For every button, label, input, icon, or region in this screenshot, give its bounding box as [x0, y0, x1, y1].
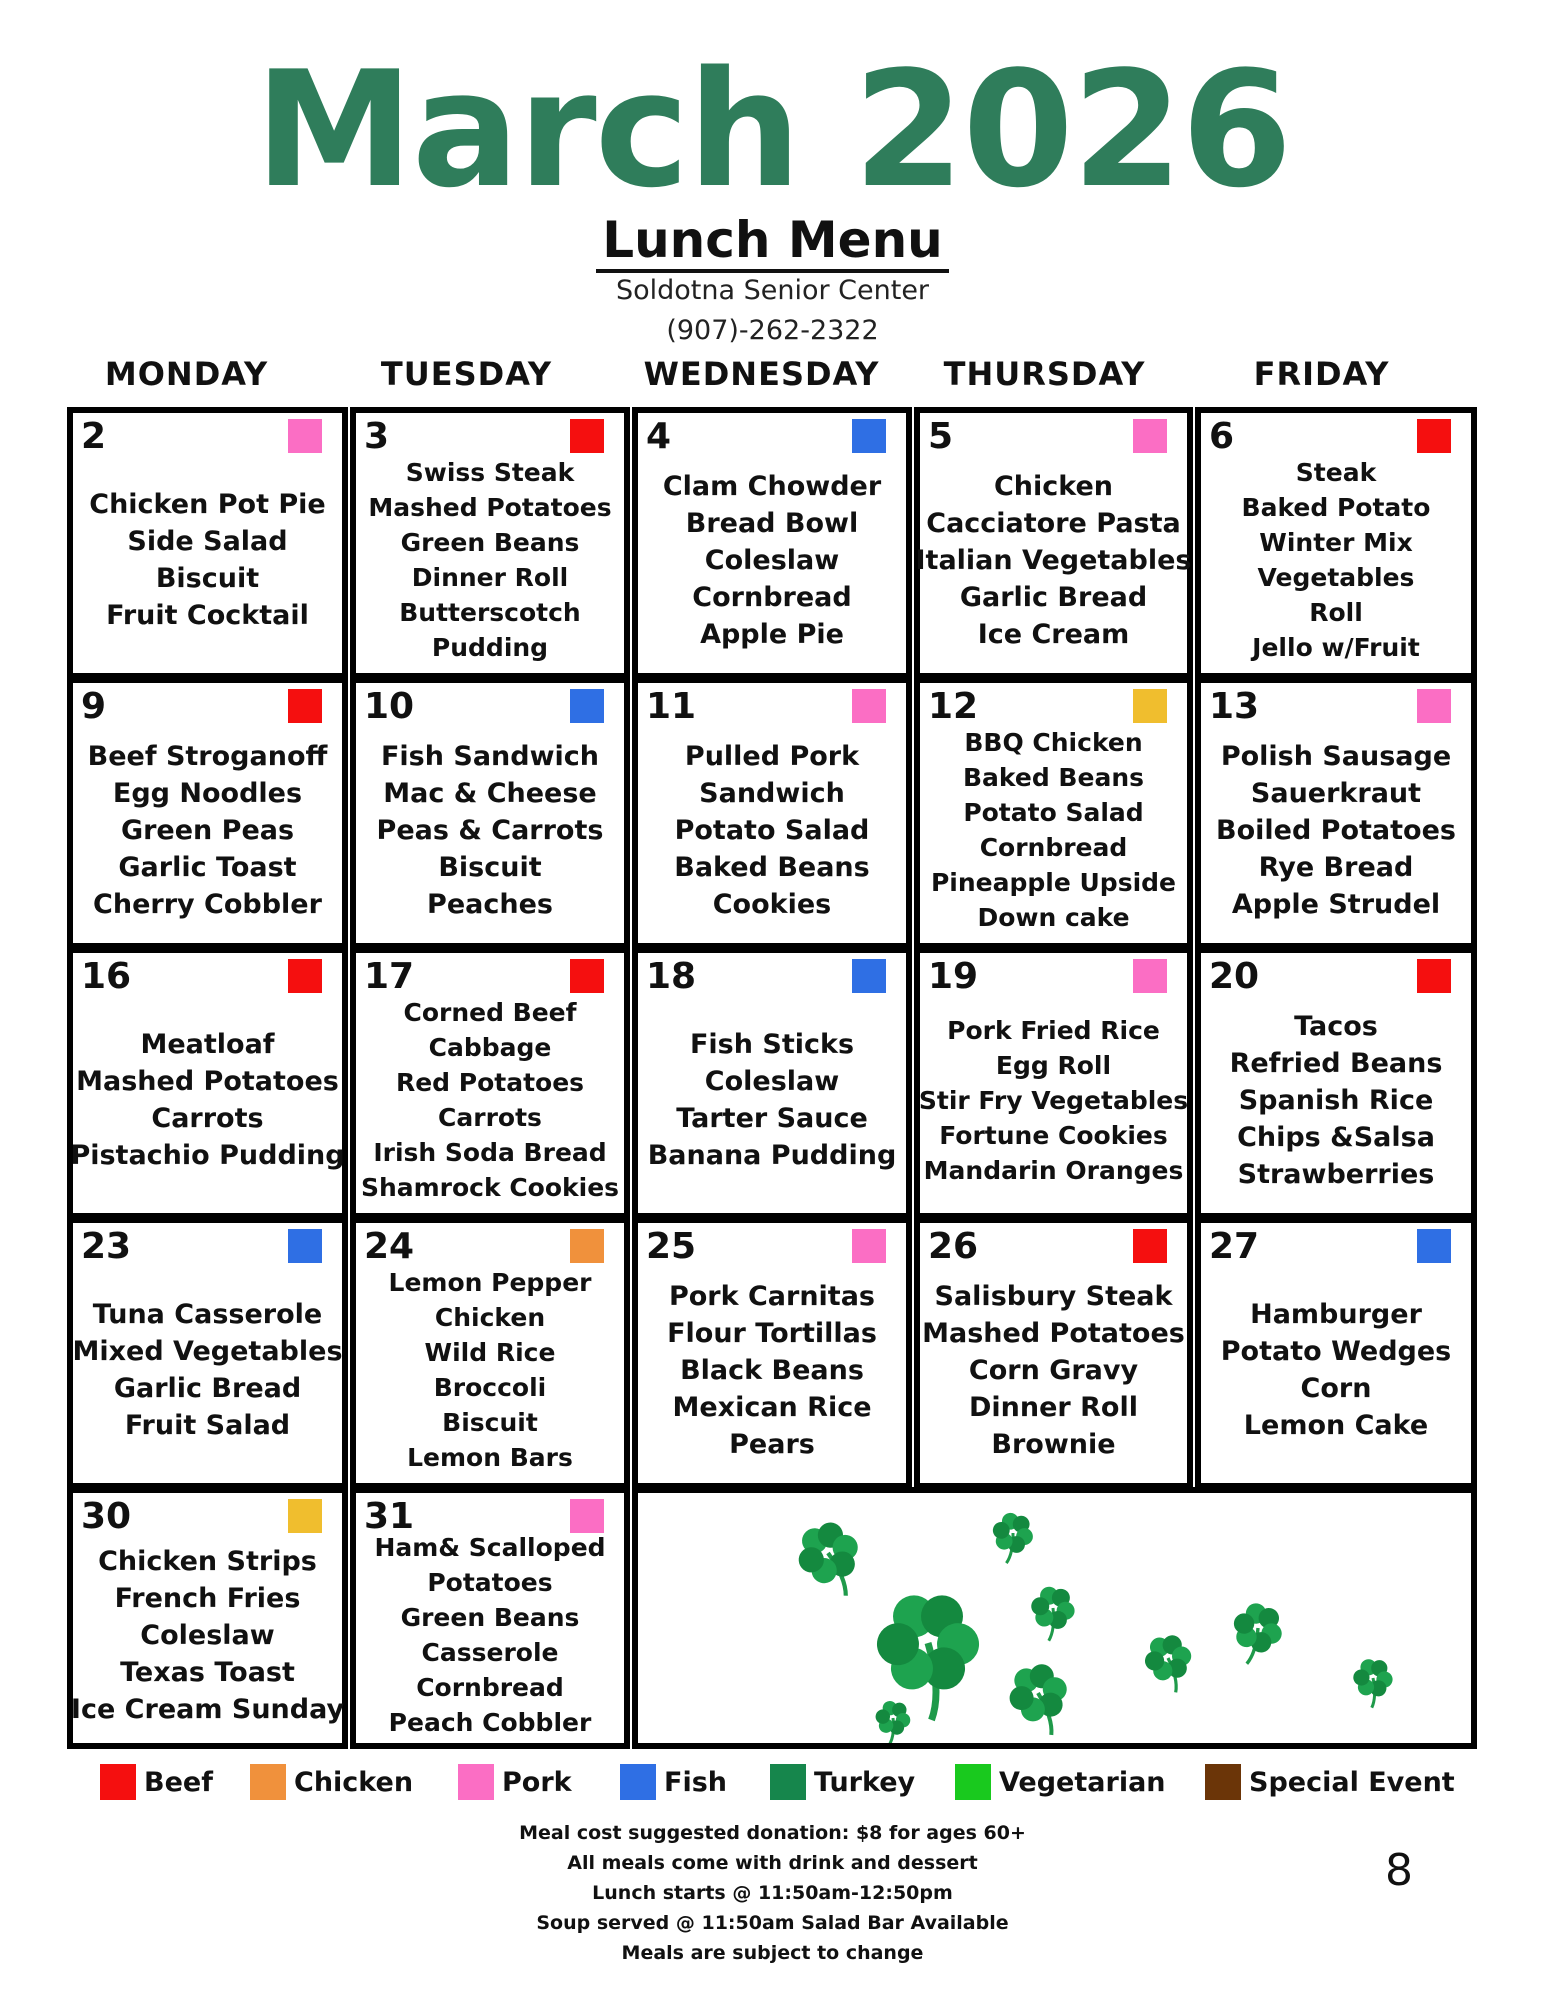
day-cell — [67, 1487, 348, 1749]
weekday-header: TUESDAY — [380, 355, 553, 393]
day-cell — [1195, 1217, 1477, 1489]
day-number: 20 — [1209, 956, 1260, 997]
category-swatch — [570, 959, 604, 993]
menu-item: Beef Stroganoff — [87, 740, 328, 772]
day-cell — [632, 677, 912, 949]
menu-item: Clam Chowder — [662, 470, 882, 502]
day-number: 9 — [81, 686, 107, 727]
menu-item: Fortune Cookies — [939, 1120, 1168, 1150]
day-number: 5 — [928, 416, 954, 457]
category-swatch — [852, 419, 886, 453]
menu-item: Polish Sausage — [1220, 740, 1452, 772]
menu-item: Hamburger — [1250, 1299, 1422, 1330]
day-number: 25 — [646, 1226, 697, 1267]
menu-item: Biscuit — [155, 563, 260, 594]
shamrock-icon — [999, 1658, 1082, 1743]
day-cell — [350, 1217, 630, 1489]
shamrock-icon — [785, 1514, 877, 1608]
menu-items — [1205, 451, 1467, 669]
day-cell — [632, 947, 912, 1219]
legend-label: Turkey — [814, 1766, 916, 1798]
menu-item: Ice Cream — [977, 618, 1130, 650]
menu-item: Biscuit — [438, 851, 542, 883]
legend-item — [100, 1760, 213, 1804]
menu-item: Mashed Potatoes — [922, 1317, 1185, 1349]
menu-item: Egg Noodles — [112, 777, 303, 809]
legend-label: Pork — [502, 1766, 572, 1798]
weekday-header: WEDNESDAY — [643, 355, 880, 393]
day-cell — [67, 677, 348, 949]
menu-items — [70, 991, 345, 1209]
menu-item: Irish Soda Bread — [373, 1138, 607, 1167]
menu-item: Spanish Rice — [1238, 1084, 1434, 1116]
legend-item — [770, 1760, 915, 1804]
phone-number: (907)-262-2322 — [666, 315, 879, 346]
menu-items — [360, 1261, 620, 1479]
menu-item: French Fries — [114, 1582, 301, 1614]
page-title: March 2026 — [254, 36, 1291, 223]
category-swatch — [288, 419, 322, 453]
menu-items — [915, 451, 1192, 669]
category-swatch — [288, 689, 322, 723]
menu-item: Mexican Rice — [672, 1391, 872, 1423]
menu-item: Cacciatore Pasta — [926, 507, 1181, 539]
weekday-header: FRIDAY — [1253, 355, 1390, 393]
organization-name: Soldotna Senior Center — [615, 275, 930, 306]
day-cell — [632, 1217, 912, 1489]
day-number: 11 — [646, 686, 697, 727]
shamrock-decoration — [632, 1487, 1477, 1749]
footer-line: Soup served @ 11:50am Salad Bar Available — [536, 1912, 1009, 1934]
legend-item — [955, 1760, 1166, 1804]
menu-item: Cornbread — [416, 1673, 564, 1702]
menu-item: Italian Vegetables — [915, 544, 1192, 576]
menu-item: Lemon Cake — [1243, 1410, 1429, 1441]
day-cell — [1195, 407, 1477, 679]
menu-items — [1205, 1261, 1467, 1479]
menu-item: Cabbage — [428, 1033, 552, 1062]
category-legend — [0, 1760, 1545, 1804]
menu-subtitle — [0, 210, 1545, 270]
day-cell — [914, 947, 1193, 1219]
menu-item: Apple Strudel — [1231, 888, 1441, 920]
menu-item: Corn Gravy — [968, 1354, 1139, 1386]
day-cell — [914, 407, 1193, 679]
legend-item — [250, 1760, 413, 1804]
day-number: 10 — [364, 686, 415, 727]
legend-swatch — [770, 1764, 806, 1800]
category-swatch — [288, 1229, 322, 1263]
menu-item: Cookies — [712, 888, 832, 920]
menu-items — [642, 1261, 902, 1479]
menu-item: Chicken Strips — [98, 1545, 317, 1577]
day-cell — [67, 407, 348, 679]
legend-label: Chicken — [294, 1766, 414, 1798]
legend-label: Vegetarian — [999, 1766, 1166, 1798]
day-number: 4 — [646, 416, 672, 457]
menu-item: Stir Fry Vegetables — [918, 1085, 1189, 1115]
menu-item: Strawberries — [1237, 1158, 1435, 1190]
menu-item: Cornbread — [979, 833, 1128, 862]
day-cell — [1195, 677, 1477, 949]
shamrock-icon — [869, 1698, 916, 1743]
day-number: 6 — [1209, 416, 1235, 457]
category-swatch — [1133, 959, 1167, 993]
menu-item: Steak — [1295, 458, 1377, 487]
category-swatch — [852, 1229, 886, 1263]
shamrock-icon — [1348, 1658, 1397, 1710]
day-cell — [67, 947, 348, 1219]
menu-item: Roll — [1309, 598, 1363, 627]
menu-item: Carrots — [438, 1103, 542, 1132]
menu-item: Pistachio Pudding — [70, 1140, 345, 1171]
menu-item: Egg Roll — [995, 1050, 1112, 1080]
day-number: 13 — [1209, 686, 1260, 727]
day-number: 27 — [1209, 1226, 1260, 1267]
menu-item: Ice Cream Sunday — [70, 1693, 345, 1725]
category-swatch — [1417, 419, 1451, 453]
menu-items — [918, 991, 1189, 1209]
menu-items — [924, 721, 1183, 939]
category-swatch — [1417, 689, 1451, 723]
menu-items — [642, 451, 902, 669]
menu-items — [642, 991, 902, 1209]
menu-item: Potato Salad — [963, 798, 1144, 827]
day-number: 19 — [928, 956, 979, 997]
menu-items — [77, 721, 338, 939]
category-swatch — [1133, 419, 1167, 453]
menu-item: Tuna Casserole — [92, 1299, 323, 1330]
day-cell — [914, 677, 1193, 949]
menu-item: Red Potatoes — [395, 1068, 585, 1097]
menu-item: Refried Beans — [1229, 1047, 1443, 1079]
menu-item: Corned Beef — [403, 998, 577, 1027]
menu-item: Casserole — [421, 1638, 559, 1667]
category-swatch — [288, 1499, 322, 1533]
menu-item: Potato Salad — [674, 814, 870, 846]
category-swatch — [1417, 1229, 1451, 1263]
menu-item: Sandwich — [699, 777, 845, 809]
category-swatch — [570, 689, 604, 723]
menu-subtitle-text: Lunch Menu — [596, 211, 949, 273]
menu-item: Baked Beans — [963, 763, 1144, 792]
menu-item: Chicken Pot Pie — [89, 489, 326, 520]
menu-item: Peach Cobbler — [388, 1708, 592, 1737]
menu-item: Vegetables — [1257, 563, 1415, 592]
category-swatch — [570, 419, 604, 453]
shamrock-icon — [1138, 1632, 1201, 1697]
menu-item: Pork Fried Rice — [947, 1015, 1160, 1045]
category-swatch — [852, 689, 886, 723]
category-swatch — [570, 1499, 604, 1533]
category-swatch — [852, 959, 886, 993]
day-cell — [1195, 947, 1477, 1219]
day-cell — [350, 407, 630, 679]
menu-item: Pork Carnitas — [668, 1280, 876, 1312]
menu-item: Fruit Cocktail — [106, 600, 309, 631]
menu-item: Biscuit — [442, 1408, 538, 1437]
legend-item — [1205, 1760, 1455, 1804]
menu-item: Down cake — [977, 903, 1130, 932]
day-cell — [350, 947, 630, 1219]
menu-item: Chips &Salsa — [1237, 1121, 1435, 1153]
menu-item: Dinner Roll — [969, 1391, 1138, 1423]
category-swatch — [570, 1229, 604, 1263]
day-number: 17 — [364, 956, 415, 997]
day-number: 3 — [364, 416, 390, 457]
calendar-grid — [67, 407, 1477, 1747]
menu-item: Banana Pudding — [647, 1140, 897, 1171]
menu-items — [1205, 991, 1467, 1209]
menu-items — [360, 991, 620, 1209]
menu-item: Corn — [1300, 1373, 1372, 1404]
menu-item: Sauerkraut — [1250, 777, 1422, 809]
menu-item: Ham& Scalloped — [374, 1533, 606, 1562]
day-number: 31 — [364, 1496, 415, 1537]
legend-item — [458, 1760, 572, 1804]
menu-item: Black Beans — [680, 1354, 864, 1386]
menu-item: Peas & Carrots — [376, 814, 604, 846]
menu-item: Tacos — [1294, 1010, 1378, 1042]
shamrock-icon — [869, 1595, 986, 1720]
menu-item: Mashed Potatoes — [76, 1066, 339, 1097]
menu-item: Tarter Sauce — [676, 1103, 868, 1134]
menu-item: Green Peas — [120, 814, 295, 846]
menu-item: Potato Wedges — [1220, 1336, 1452, 1367]
weekday-header: MONDAY — [104, 355, 269, 393]
menu-item: Cherry Cobbler — [93, 888, 322, 920]
footer-notes — [0, 1818, 1545, 1968]
menu-item: Lemon Pepper — [388, 1268, 592, 1297]
menu-item: Side Salad — [127, 526, 288, 557]
menu-items — [72, 1261, 343, 1479]
menu-item: Texas Toast — [120, 1656, 295, 1688]
menu-item: Brownie — [991, 1428, 1116, 1460]
menu-item: Pudding — [431, 633, 549, 662]
day-number: 23 — [81, 1226, 132, 1267]
menu-item: Broccoli — [433, 1373, 547, 1402]
legend-swatch — [620, 1764, 656, 1800]
page-number: 8 — [1385, 1845, 1413, 1896]
menu-item: Garlic Toast — [118, 851, 297, 883]
day-number: 26 — [928, 1226, 979, 1267]
menu-items — [77, 451, 338, 669]
footer-line: All meals come with drink and dessert — [567, 1852, 978, 1874]
menu-items — [1205, 721, 1467, 939]
menu-item: Baked Potato — [1241, 493, 1431, 522]
menu-item: Coleslaw — [140, 1619, 275, 1651]
menu-item: Swiss Steak — [405, 458, 575, 487]
footer-line: Meals are subject to change — [621, 1942, 924, 1964]
day-number: 12 — [928, 686, 979, 727]
menu-items — [360, 1531, 620, 1739]
menu-items — [70, 1531, 345, 1739]
shamrock-icons — [638, 1493, 1471, 1743]
menu-item: Lemon Bars — [407, 1443, 573, 1472]
menu-item: Mac & Cheese — [383, 777, 597, 809]
menu-item: BBQ Chicken — [964, 728, 1143, 757]
category-swatch — [1133, 689, 1167, 723]
menu-item: Chicken — [434, 1303, 546, 1332]
menu-item: Fruit Salad — [124, 1410, 291, 1441]
menu-item: Rye Bread — [1258, 851, 1414, 883]
category-swatch — [1417, 959, 1451, 993]
menu-items — [360, 721, 620, 939]
menu-item: Dinner Roll — [411, 563, 569, 592]
day-number: 18 — [646, 956, 697, 997]
menu-item: Garlic Bread — [959, 581, 1148, 613]
menu-item: Garlic Bread — [113, 1373, 302, 1404]
menu-item: Green Beans — [400, 1603, 580, 1632]
day-number: 30 — [81, 1496, 132, 1537]
category-swatch — [288, 959, 322, 993]
menu-item: Pears — [729, 1428, 815, 1460]
menu-items — [360, 451, 620, 669]
menu-item: Meatloaf — [140, 1029, 275, 1060]
menu-item: Green Beans — [400, 528, 580, 557]
menu-item: Pineapple Upside — [930, 868, 1177, 897]
shamrock-icon — [982, 1509, 1040, 1569]
menu-items — [642, 721, 902, 939]
legend-swatch — [955, 1764, 991, 1800]
weekday-header: THURSDAY — [943, 355, 1146, 393]
day-cell — [350, 1487, 630, 1749]
menu-item: Butterscotch — [399, 598, 581, 627]
legend-label: Beef — [144, 1766, 213, 1798]
footer-line: Lunch starts @ 11:50am-12:50pm — [592, 1882, 953, 1904]
menu-item: Cornbread — [692, 581, 852, 613]
shamrock-icon — [1022, 1584, 1081, 1645]
menu-item: Mandarin Oranges — [923, 1155, 1184, 1185]
day-cell — [350, 677, 630, 949]
menu-item: Chicken — [993, 470, 1114, 502]
category-swatch — [1133, 1229, 1167, 1263]
legend-swatch — [458, 1764, 494, 1800]
menu-item: Mixed Vegetables — [72, 1336, 343, 1367]
menu-item: Bread Bowl — [685, 507, 859, 539]
menu-items — [924, 1261, 1183, 1479]
menu-item: Baked Beans — [674, 851, 870, 883]
menu-item: Shamrock Cookies — [360, 1173, 620, 1202]
menu-item: Pulled Pork — [684, 740, 860, 772]
day-cell — [632, 407, 912, 679]
legend-item — [620, 1760, 727, 1804]
menu-item: Potatoes — [427, 1568, 553, 1597]
legend-label: Fish — [664, 1766, 727, 1798]
menu-item: Salisbury Steak — [934, 1280, 1173, 1312]
footer-line: Meal cost suggested donation: $8 for ages 60+ — [519, 1822, 1026, 1844]
menu-item: Flour Tortillas — [667, 1317, 877, 1349]
menu-item: Wild Rice — [424, 1338, 556, 1367]
menu-item: Coleslaw — [704, 544, 840, 576]
day-number: 24 — [364, 1226, 415, 1267]
menu-item: Peaches — [427, 888, 553, 920]
menu-item: Apple Pie — [700, 618, 844, 650]
menu-item: Boiled Potatoes — [1216, 814, 1456, 846]
day-cell — [67, 1217, 348, 1489]
legend-label: Special Event — [1249, 1766, 1455, 1798]
menu-item: Coleslaw — [704, 1066, 840, 1097]
legend-swatch — [100, 1764, 136, 1800]
day-number: 2 — [81, 416, 107, 457]
shamrock-icon — [1218, 1597, 1292, 1673]
menu-item: Mashed Potatoes — [368, 493, 612, 522]
menu-item: Carrots — [151, 1103, 264, 1134]
menu-item: Jello w/Fruit — [1252, 633, 1420, 662]
day-number: 16 — [81, 956, 132, 997]
legend-swatch — [1205, 1764, 1241, 1800]
menu-item: Winter Mix — [1259, 528, 1413, 557]
menu-item: Fish Sandwich — [380, 740, 600, 772]
legend-swatch — [250, 1764, 286, 1800]
day-cell — [914, 1217, 1193, 1489]
menu-item: Fish Sticks — [689, 1029, 855, 1060]
